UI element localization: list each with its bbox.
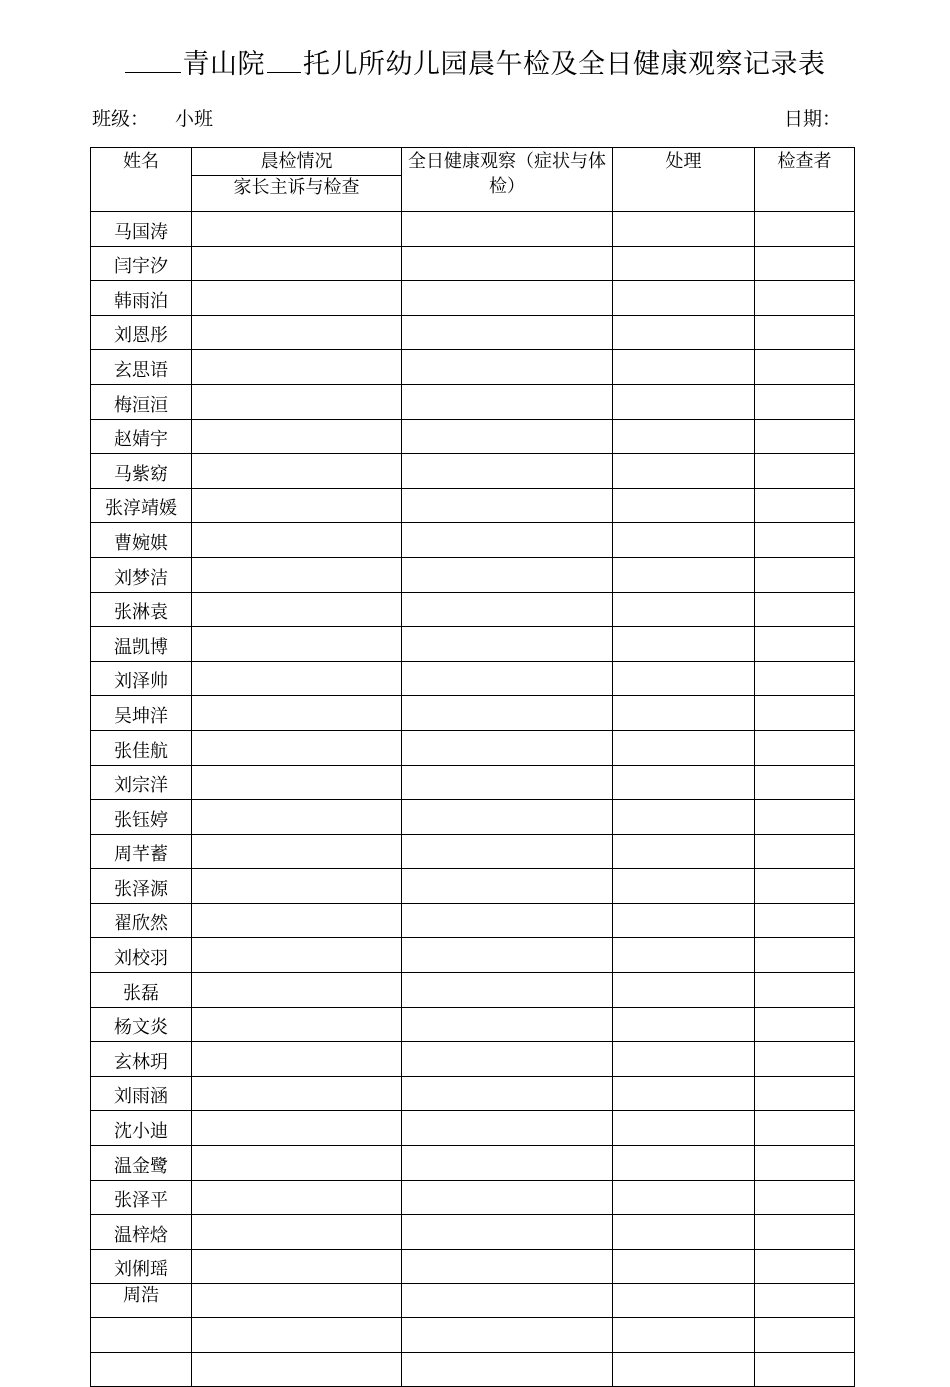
table-row [91,765,855,800]
handling-cell [613,834,755,869]
inspector-cell [755,938,855,973]
table-row [91,419,855,454]
student-name: 温梓焓 [91,1215,192,1250]
title-blank-2 [267,48,301,73]
inspector-cell [755,973,855,1008]
handling-cell [613,1284,755,1318]
student-name: 刘校羽 [91,938,192,973]
morning-check-cell [192,938,402,973]
handling-cell [613,1146,755,1181]
handling-cell [613,869,755,904]
inspector-cell [755,1215,855,1250]
inspector-cell [755,212,855,247]
handling-cell [613,1076,755,1111]
inspector-cell [755,246,855,281]
inspector-cell [755,1042,855,1077]
page-title [0,42,950,81]
student-name: 吴坤洋 [91,696,192,731]
student-name: 闫宇汐 [91,246,192,281]
health-record-table [90,147,855,1387]
handling-cell [613,281,755,316]
observation-cell [402,661,613,696]
morning-check-cell [192,1007,402,1042]
inspector-cell [755,1180,855,1215]
inspector-cell [755,454,855,489]
student-name: 马紫窈 [91,454,192,489]
morning-check-cell [192,1111,402,1146]
inspector-cell [755,1076,855,1111]
inspector-cell [755,1249,855,1284]
morning-check-cell [192,523,402,558]
student-name: 张泽源 [91,869,192,904]
observation-cell [402,212,613,247]
handling-cell [613,1318,755,1353]
inspector-cell [755,557,855,592]
table-row [91,1284,855,1318]
table-row [91,1352,855,1387]
handling-cell [613,903,755,938]
morning-check-cell [192,1249,402,1284]
inspector-cell [755,903,855,938]
table-row [91,212,855,247]
student-name: 刘泽帅 [91,661,192,696]
observation-cell [402,973,613,1008]
inspector-cell [755,869,855,904]
student-name: 刘雨涵 [91,1076,192,1111]
student-name [91,1318,192,1353]
handling-cell [613,661,755,696]
student-name: 刘俐瑶 [91,1249,192,1284]
observation-cell [402,1111,613,1146]
student-name: 张淳靖媛 [91,488,192,523]
inspector-cell [755,523,855,558]
table-row [91,1146,855,1181]
morning-check-cell [192,800,402,835]
class-info [92,104,213,131]
handling-cell [613,246,755,281]
observation-cell [402,1352,613,1387]
inspector-cell [755,627,855,662]
morning-check-cell [192,1076,402,1111]
observation-cell [402,1042,613,1077]
title-school: 青山院 [182,49,265,80]
table-row [91,1180,855,1215]
table-row [91,1042,855,1077]
inspector-cell [755,1318,855,1353]
handling-cell [613,212,755,247]
morning-check-cell [192,1042,402,1077]
table-row [91,1215,855,1250]
student-name: 刘宗洋 [91,765,192,800]
student-name: 张磊 [91,973,192,1008]
observation-cell [402,419,613,454]
student-name: 张钰婷 [91,800,192,835]
date-label: 日期： [784,108,842,130]
observation-cell [402,1076,613,1111]
handling-cell [613,454,755,489]
handling-cell [613,973,755,1008]
header-inspector: 检查者 [755,148,855,212]
observation-cell [402,1007,613,1042]
table-row [91,627,855,662]
student-name: 马国涛 [91,212,192,247]
inspector-cell [755,350,855,385]
table-row [91,454,855,489]
observation-cell [402,246,613,281]
header-parent-complaint: 家长主诉与检查 [192,175,401,200]
inspector-cell [755,384,855,419]
inspector-cell [755,1146,855,1181]
student-name: 杨文炎 [91,1007,192,1042]
handling-cell [613,557,755,592]
table-row [91,246,855,281]
morning-check-cell [192,384,402,419]
observation-cell [402,765,613,800]
student-name: 刘恩彤 [91,315,192,350]
morning-check-cell [192,212,402,247]
inspector-cell [755,1352,855,1387]
morning-check-cell [192,834,402,869]
morning-check-cell [192,973,402,1008]
morning-check-cell [192,246,402,281]
observation-cell [402,488,613,523]
student-name: 周芊蓄 [91,834,192,869]
student-name: 梅洹洹 [91,384,192,419]
header-handling: 处理 [613,148,755,212]
title-rest: 托儿所幼儿园晨午检及全日健康观察记录表 [303,49,826,80]
header-morning-check-label: 晨检情况 [260,151,333,172]
student-name: 玄思语 [91,350,192,385]
table-row [91,661,855,696]
observation-cell [402,834,613,869]
morning-check-cell [192,350,402,385]
observation-cell [402,384,613,419]
student-name: 玄林玥 [91,1042,192,1077]
table-row [91,557,855,592]
morning-check-cell [192,696,402,731]
morning-check-cell [192,765,402,800]
table-row [91,903,855,938]
observation-cell [402,592,613,627]
observation-cell [402,800,613,835]
handling-cell [613,1352,755,1387]
table-row [91,1249,855,1284]
class-label: 班级： [92,108,150,130]
table-row [91,523,855,558]
observation-cell [402,903,613,938]
handling-cell [613,1111,755,1146]
handling-cell [613,1007,755,1042]
header-allday-observation: 全日健康观察（症状与体检） [402,148,613,212]
student-name: 翟欣然 [91,903,192,938]
inspector-cell [755,800,855,835]
inspector-cell [755,696,855,731]
student-name: 韩雨泊 [91,281,192,316]
student-name: 沈小迪 [91,1111,192,1146]
table-row [91,730,855,765]
student-name: 刘梦洁 [91,557,192,592]
morning-check-cell [192,315,402,350]
morning-check-cell [192,1318,402,1353]
inspector-cell [755,661,855,696]
observation-cell [402,1284,613,1318]
student-name: 张泽平 [91,1180,192,1215]
handling-cell [613,1180,755,1215]
table-row [91,384,855,419]
morning-check-cell [192,419,402,454]
observation-cell [402,315,613,350]
observation-cell [402,696,613,731]
observation-cell [402,281,613,316]
table-row [91,869,855,904]
inspector-cell [755,419,855,454]
table-row [91,488,855,523]
title-blank-1 [125,48,181,73]
handling-cell [613,800,755,835]
morning-check-cell [192,1146,402,1181]
observation-cell [402,350,613,385]
student-name: 温金鹭 [91,1146,192,1181]
morning-check-cell [192,1352,402,1387]
header-morning-check [192,148,402,212]
morning-check-cell [192,454,402,489]
handling-cell [613,592,755,627]
observation-cell [402,1249,613,1284]
table-row [91,1076,855,1111]
morning-check-cell [192,627,402,662]
class-value: 小班 [175,108,214,130]
observation-cell [402,869,613,904]
morning-check-cell [192,903,402,938]
table-row [91,1318,855,1353]
table-row [91,1007,855,1042]
observation-cell [402,557,613,592]
handling-cell [613,1215,755,1250]
student-name: 张淋袁 [91,592,192,627]
header-name: 姓名 [91,148,192,212]
student-name: 周浩 [91,1284,192,1318]
handling-cell [613,938,755,973]
observation-cell [402,730,613,765]
table-row [91,315,855,350]
morning-check-cell [192,1180,402,1215]
student-name: 赵婧宇 [91,419,192,454]
inspector-cell [755,281,855,316]
inspector-cell [755,765,855,800]
morning-check-cell [192,1215,402,1250]
handling-cell [613,384,755,419]
handling-cell [613,730,755,765]
handling-cell [613,1249,755,1284]
morning-check-cell [192,557,402,592]
table-row [91,1111,855,1146]
handling-cell [613,350,755,385]
table-row [91,973,855,1008]
observation-cell [402,938,613,973]
inspector-cell [755,488,855,523]
morning-check-cell [192,281,402,316]
table-row [91,834,855,869]
morning-check-cell [192,730,402,765]
inspector-cell [755,730,855,765]
handling-cell [613,1042,755,1077]
handling-cell [613,315,755,350]
table-row [91,800,855,835]
morning-check-cell [192,1284,402,1318]
morning-check-cell [192,488,402,523]
inspector-cell [755,315,855,350]
handling-cell [613,765,755,800]
observation-cell [402,454,613,489]
observation-cell [402,1180,613,1215]
inspector-cell [755,1284,855,1318]
inspector-cell [755,834,855,869]
student-name: 曹婉娸 [91,523,192,558]
observation-cell [402,1146,613,1181]
table-row [91,281,855,316]
inspector-cell [755,592,855,627]
morning-check-cell [192,869,402,904]
table-row [91,592,855,627]
table-row [91,938,855,973]
observation-cell [402,1215,613,1250]
morning-check-cell [192,661,402,696]
handling-cell [613,488,755,523]
observation-cell [402,523,613,558]
handling-cell [613,419,755,454]
inspector-cell [755,1111,855,1146]
inspector-cell [755,1007,855,1042]
student-name: 温凯博 [91,627,192,662]
table-row [91,696,855,731]
observation-cell [402,1318,613,1353]
student-name: 张佳航 [91,730,192,765]
handling-cell [613,627,755,662]
morning-check-cell [192,592,402,627]
table-row [91,350,855,385]
handling-cell [613,696,755,731]
student-name [91,1352,192,1387]
handling-cell [613,523,755,558]
observation-cell [402,627,613,662]
